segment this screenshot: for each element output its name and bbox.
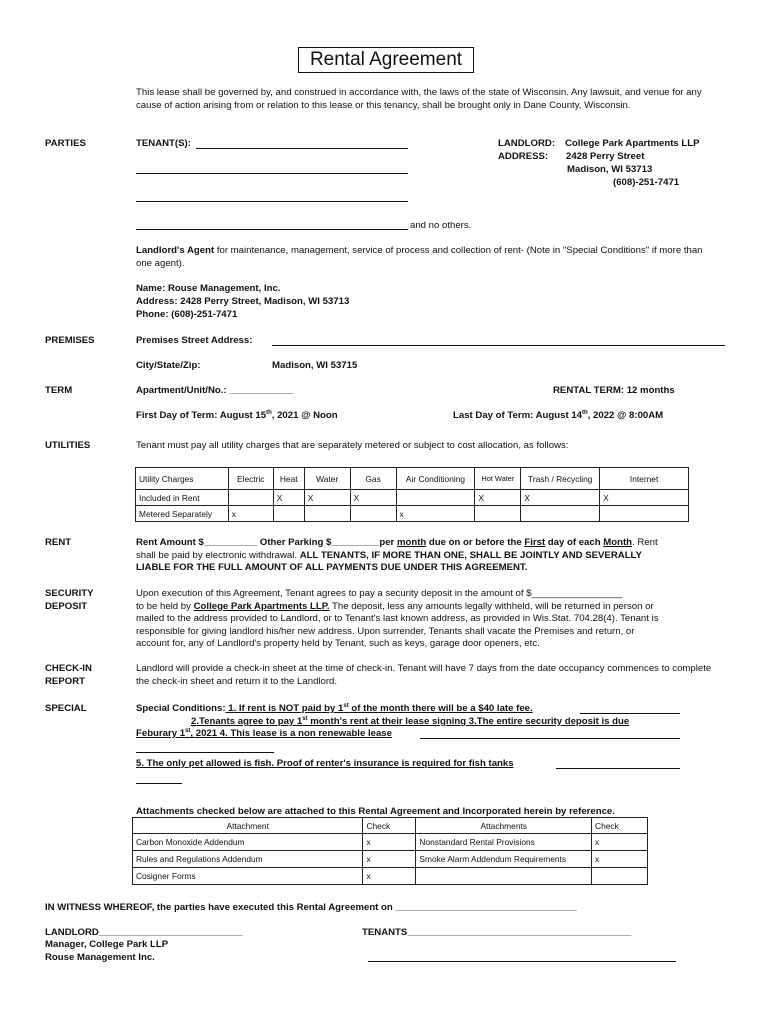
first-day-of-term: First Day of Term: August 15th, 2021 @ Noon: [136, 409, 338, 421]
special-condition-2: 2.Tenants agree to pay 1st month's rent at their lease signing 3.The entire security deposit is due: [191, 715, 630, 727]
utilities-header-cell: Hot Water: [475, 468, 521, 490]
utilities-cell[interactable]: X: [273, 490, 304, 506]
utilities-cell[interactable]: [521, 506, 600, 522]
utilities-cell[interactable]: x: [228, 506, 273, 522]
landlord-company: Rouse Management Inc.: [45, 952, 155, 963]
attachment-name: Rules and Regulations Addendum: [133, 851, 363, 868]
attachments-intro: Attachments checked below are attached to this Rental Agreement and Incorporated herein by reference.: [136, 806, 615, 817]
utilities-cell[interactable]: [475, 506, 521, 522]
witness-statement[interactable]: IN WITNESS WHEREOF, the parties have executed this Rental Agreement on __________________________________: [45, 902, 577, 913]
checkin-text: Landlord will provide a check-in sheet at the time of check-in. Tenant will have 7 days from the date occupancy commences to complete the check-in sheet and return it to the Landlord.: [136, 663, 712, 687]
attachment-check[interactable]: x: [592, 834, 648, 851]
attachments-header-row: [133, 818, 648, 834]
utilities-cell[interactable]: X: [304, 490, 350, 506]
tenants-label: TENANT(S):: [136, 138, 191, 149]
city-state-zip-value: Madison, WI 53715: [272, 360, 358, 371]
attachments-header-cell: Check: [592, 818, 648, 834]
utilities-row-included: [136, 490, 689, 506]
utilities-cell[interactable]: [304, 506, 350, 522]
utilities-cell: Included in Rent: [136, 490, 229, 506]
agent-name: Name: Rouse Management, Inc.: [136, 283, 281, 294]
attachments-table: [132, 817, 648, 885]
attachments-row: [133, 834, 648, 851]
and-no-others: and no others.: [410, 220, 472, 231]
utilities-cell[interactable]: [273, 506, 304, 522]
utilities-header-cell: Heat: [273, 468, 304, 490]
utilities-header-cell: Electric: [228, 468, 273, 490]
section-checkin-heading: CHECK-IN REPORT: [45, 663, 92, 687]
agent-address: Address: 2428 Perry Street, Madison, WI 53713: [136, 296, 350, 307]
landlord-address-line2: Madison, WI 53713: [567, 164, 653, 175]
utilities-row-metered: [136, 506, 689, 522]
attachment-check[interactable]: x: [363, 851, 416, 868]
attachments-header-cell: Check: [363, 818, 416, 834]
attachment-name: Cosigner Forms: [133, 868, 363, 885]
landlord-signature-line[interactable]: LANDLORD___________________________: [45, 927, 243, 938]
special-line-1[interactable]: [580, 713, 680, 714]
landlord-agent-text: Landlord's Agent for maintenance, management, service of process and collection of rent- (Note in "Special Conditions" if more than one agent).: [136, 245, 703, 269]
attachment-check[interactable]: [592, 868, 648, 885]
utilities-header-row: [136, 468, 689, 490]
utilities-cell[interactable]: [396, 490, 475, 506]
utilities-table: [135, 467, 689, 522]
section-parties-heading: PARTIES: [45, 138, 86, 149]
utilities-header-cell: Water: [304, 468, 350, 490]
unit-number-field[interactable]: Apartment/Unit/No.: ____________: [136, 385, 294, 396]
section-rent-heading: RENT: [45, 537, 72, 548]
attachments-row: [133, 851, 648, 868]
agent-phone: Phone: (608)-251-7471: [136, 309, 238, 320]
utilities-cell[interactable]: X: [350, 490, 396, 506]
special-condition-5: 5. The only pet allowed is fish. Proof of renter's insurance is required for fish tanks: [136, 758, 514, 769]
utilities-header-cell: Air Conditioning: [396, 468, 475, 490]
landlord-phone: (608)-251-7471: [613, 177, 680, 188]
rent-text: Rent Amount $__________ Other Parking $_________per month due on or before the First day of each Month. Rent shall be paid by electronic withdrawal. ALL TENANTS, IF MORE THAN ONE, SHALL BE JOINTLY AND SEVERALLY LIABLE FOR THE FULL AMOUNT OF ALL PAYMENTS DUE UNDER THIS AGREEMENT.: [136, 537, 658, 573]
special-line-5[interactable]: [556, 768, 680, 769]
utilities-cell[interactable]: x: [396, 506, 475, 522]
rental-term: RENTAL TERM: 12 months: [553, 385, 675, 396]
attachments-header-cell: Attachment: [133, 818, 363, 834]
last-day-of-term: Last Day of Term: August 14th, 2022 @ 8:00AM: [453, 409, 664, 421]
utilities-cell[interactable]: [350, 506, 396, 522]
section-utilities-heading: UTILITIES: [45, 440, 91, 451]
tenants-signature-line-2[interactable]: [368, 961, 676, 962]
attachment-check[interactable]: x: [363, 834, 416, 851]
security-deposit-text: Upon execution of this Agreement, Tenant agrees to pay a security deposit in the amount of $_________________ to be held by College Park Apartments LLP. The deposit, less any amounts legally withheld, will be returned in person or mailed to the address provided to Landlord, or to Tenant's last known address, as provided in Wis.Stat. 704.28(4). Tenant is responsible for giving landlord his/her new address. Upon surrender, Tenants shall vacate the Premises and return, or account for, any of Landlord's property held by Tenant, such as keys, garage door openers, etc.: [136, 588, 659, 649]
attachments-header-cell: Attachments: [416, 818, 592, 834]
city-state-zip-label: City/State/Zip:: [136, 360, 201, 371]
governing-law-text: This lease shall be governed by, and construed in accordance with, the laws of the state of Wisconsin. Any lawsuit, and venue for any cause of action arising from or relation to this lease or this tenancy, shall be brought only in Dane County, Wisconsin.: [136, 87, 702, 111]
landlord-label: LANDLORD:: [498, 138, 556, 149]
special-line-3[interactable]: [420, 738, 680, 739]
utilities-text: Tenant must pay all utility charges that are separately metered or subject to cost allocation, as follows:: [136, 440, 569, 451]
attachment-name: [416, 868, 592, 885]
tenants-signature-line[interactable]: TENANTS__________________________________________: [362, 927, 632, 938]
premises-street-label: Premises Street Address:: [136, 335, 253, 346]
tenant-line-4[interactable]: [136, 229, 408, 230]
utilities-cell[interactable]: X: [521, 490, 600, 506]
section-security-deposit-heading: SECURITY DEPOSIT: [45, 588, 94, 612]
special-condition-3: Feburary 1st, 2021 4. This lease is a non renewable lease: [136, 727, 392, 739]
attachment-name: Nonstandard Rental Provisions: [416, 834, 592, 851]
special-line-6[interactable]: [136, 783, 182, 784]
utilities-header-cell: Gas: [350, 468, 396, 490]
special-condition-1: Special Conditions: 1. If rent is NOT paid by 1st of the month there will be a $40 late fee.: [136, 702, 533, 714]
utilities-cell[interactable]: X: [600, 490, 689, 506]
utilities-cell: Metered Separately: [136, 506, 229, 522]
landlord-manager: Manager, College Park LLP: [45, 939, 169, 950]
document-title: Rental Agreement: [298, 47, 474, 73]
attachment-check[interactable]: x: [363, 868, 416, 885]
address-label: ADDRESS:: [498, 151, 549, 162]
attachments-row: [133, 868, 648, 885]
tenant-line-3[interactable]: [136, 201, 408, 202]
utilities-cell[interactable]: [600, 506, 689, 522]
landlord-address-line1: 2428 Perry Street: [566, 151, 645, 162]
utilities-header-cell: Utility Charges: [136, 468, 229, 490]
section-term-heading: TERM: [45, 385, 73, 396]
premises-street-input[interactable]: [272, 345, 725, 346]
special-line-4[interactable]: [136, 752, 274, 753]
section-premises-heading: PREMISES: [45, 335, 95, 346]
utilities-cell[interactable]: X: [475, 490, 521, 506]
utilities-header-cell: Internet: [600, 468, 689, 490]
utilities-cell[interactable]: [228, 490, 273, 506]
attachment-check[interactable]: x: [592, 851, 648, 868]
attachment-name: Smoke Alarm Addendum Requirements: [416, 851, 592, 868]
section-special-heading: SPECIAL: [45, 703, 87, 714]
attachment-name: Carbon Monoxide Addendum: [133, 834, 363, 851]
landlord-name: College Park Apartments LLP: [565, 138, 700, 149]
tenant-line-2[interactable]: [136, 173, 408, 174]
tenant-line-1[interactable]: [196, 148, 408, 149]
utilities-header-cell: Trash / Recycling: [521, 468, 600, 490]
